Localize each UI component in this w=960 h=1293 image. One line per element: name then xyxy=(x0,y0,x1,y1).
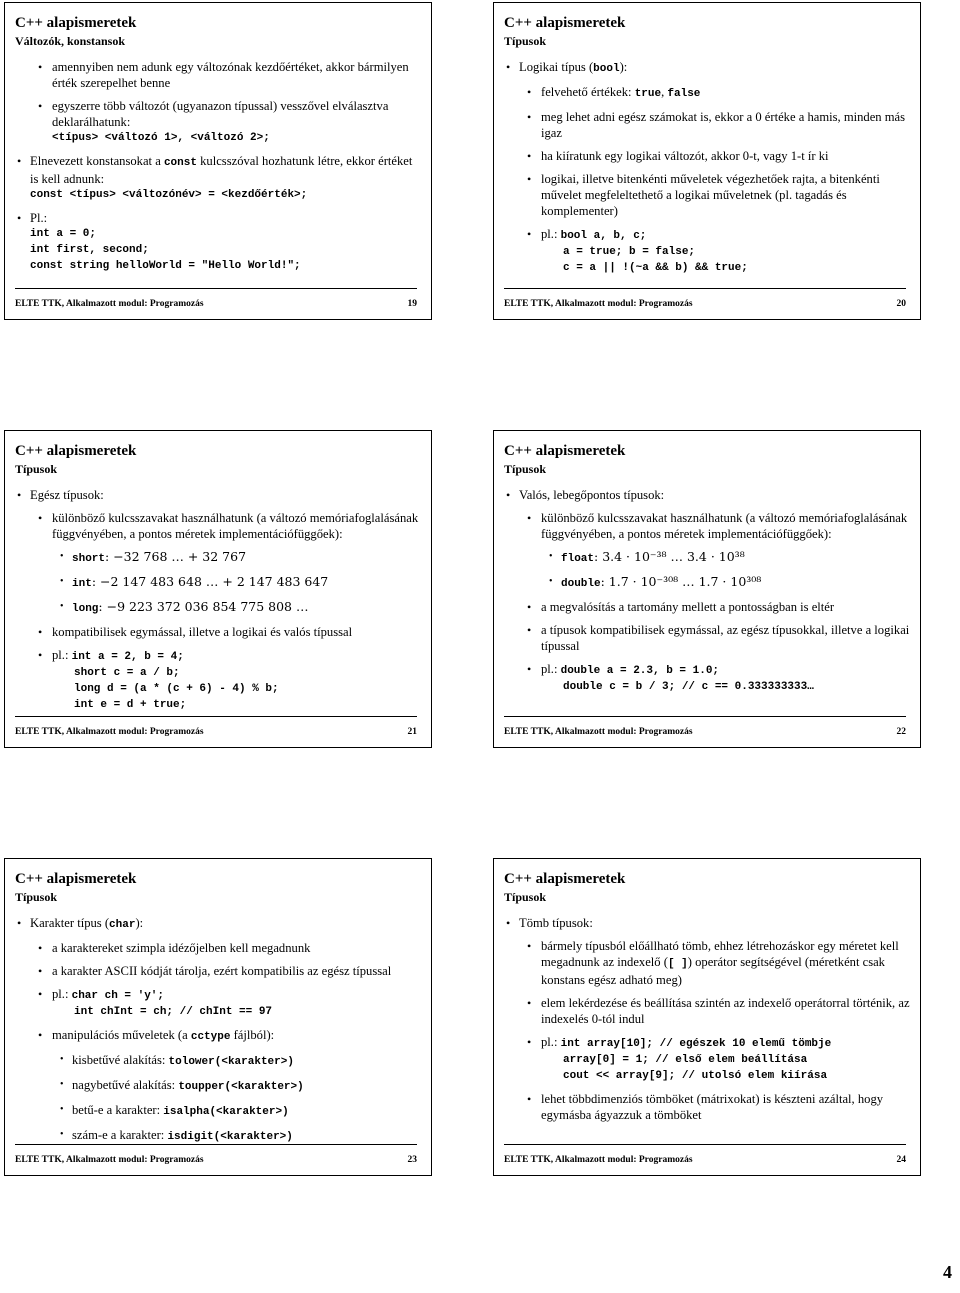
text-run: Pl.: xyxy=(30,211,48,225)
bullet-item xyxy=(15,624,423,640)
bullet-text xyxy=(541,1034,912,1052)
code-keyword: int array[10]; // egészek 10 elemű tömbje xyxy=(560,1038,832,1050)
code-block: array[0] = 1; // első elem beállítása cout << array[9]; // utolsó elem kiírása xyxy=(563,1054,828,1082)
slide-footer xyxy=(504,1144,906,1175)
bullet-icon: • xyxy=(527,85,532,99)
bullet-text xyxy=(541,171,912,219)
slide-footer xyxy=(15,288,417,319)
footer-text: ELTE TTK, Alkalmazott modul: Programozás xyxy=(504,1155,693,1165)
slide-22 xyxy=(493,430,921,748)
bullet-item xyxy=(504,549,912,567)
code-keyword: toupper(<karakter>) xyxy=(178,1081,304,1093)
bullet-text xyxy=(72,574,423,592)
bullet-icon: • xyxy=(506,60,511,74)
text-run: ): xyxy=(619,60,628,74)
text-run: fájlból): xyxy=(230,1028,275,1042)
text-run: bármely típusból előállható tömb, ehhez létrehozáskor egy méretet kell megadnunk az indexelő ( xyxy=(541,939,899,969)
bullet-icon: • xyxy=(527,1035,532,1049)
code-keyword: cctype xyxy=(190,1031,231,1043)
bullet-icon: • xyxy=(60,601,64,612)
bullet-text xyxy=(561,574,912,592)
bullet-text xyxy=(52,1027,423,1045)
bullet-icon: • xyxy=(527,623,532,637)
slide-footer xyxy=(504,716,906,747)
text-run: a megvalósítás a tartomány mellett a pontosságban is eltér xyxy=(541,600,835,614)
bullet-text xyxy=(52,59,423,91)
footer-text: ELTE TTK, Alkalmazott modul: Programozás xyxy=(15,1155,204,1165)
code-keyword: true xyxy=(634,88,662,100)
bullet-text xyxy=(541,995,912,1027)
bullet-text xyxy=(541,661,912,679)
bullet-item xyxy=(15,59,423,91)
bullet-text xyxy=(52,986,423,1004)
code-keyword: double a = 2.3, b = 1.0; xyxy=(560,665,720,677)
bullet-item xyxy=(15,487,423,503)
bullet-item xyxy=(504,661,912,695)
bullet-item xyxy=(15,510,423,542)
bullet-text xyxy=(541,226,912,244)
text-run: szám-e a karakter: xyxy=(72,1128,168,1142)
bullet-icon: • xyxy=(60,551,64,562)
text-run: kisbetűvé alakítás: xyxy=(72,1053,169,1067)
footer-text: ELTE TTK, Alkalmazott modul: Programozás xyxy=(15,727,204,737)
bullet-item xyxy=(504,84,912,102)
code-block: <típus> <változó 1>, <változó 2>; xyxy=(52,132,270,144)
bullet-text xyxy=(541,599,912,615)
text-run: elem lekérdezése és beállítása szintén az indexelő operátorral történik, az indexelés 0-tól indul xyxy=(541,996,910,1026)
code-keyword: float xyxy=(561,553,595,565)
text-run: , xyxy=(661,85,668,99)
bullet-text xyxy=(52,98,423,130)
bullet-item xyxy=(504,995,912,1027)
text-run: a típusok kompatibilisek egymással, az egész típusokkal, illetve a logikai típussal xyxy=(541,623,910,653)
slide-number: 23 xyxy=(407,1155,417,1165)
value-range: : −9 223 372 036 854 775 808 … xyxy=(98,599,309,614)
bullet-item xyxy=(15,574,423,592)
bullet-text xyxy=(541,1091,912,1123)
code-block: const <típus> <változónév> = <kezdőérték>; xyxy=(30,189,308,201)
bullet-icon: • xyxy=(38,941,43,955)
bullet-item xyxy=(15,1052,423,1070)
code-keyword: isalpha(<karakter>) xyxy=(163,1106,289,1118)
slide-footer xyxy=(15,1144,417,1175)
slide-23 xyxy=(4,858,432,1176)
slide-subtitle: Típusok xyxy=(504,34,547,48)
text-run: logikai, illetve bitenkénti műveletek végezhetőek rajta, a bitenkénti művelet megfeleltethető a logikai műveletnek (pl. tagadás és komplementer) xyxy=(541,172,880,218)
bullet-text xyxy=(52,647,423,665)
bullet-icon: • xyxy=(527,227,532,241)
bullet-item xyxy=(504,938,912,988)
bullet-item xyxy=(15,1127,423,1145)
slide-content xyxy=(504,915,912,1130)
footer-text: ELTE TTK, Alkalmazott modul: Programozás xyxy=(15,299,204,309)
slide-subtitle: Típusok xyxy=(15,890,58,904)
bullet-icon: • xyxy=(17,488,22,502)
bullet-icon: • xyxy=(60,1079,64,1090)
slide-title: C++ alapismeretek xyxy=(15,443,137,459)
bullet-item xyxy=(15,647,423,713)
bullet-item xyxy=(504,171,912,219)
text-run: manipulációs műveletek (a xyxy=(52,1028,191,1042)
code-keyword: char ch = 'y'; xyxy=(71,990,165,1002)
bullet-item xyxy=(504,574,912,592)
bullet-icon: • xyxy=(17,916,22,930)
slide-subtitle: Típusok xyxy=(504,462,547,476)
bullet-icon: • xyxy=(38,625,43,639)
code-keyword: int a = 2, b = 4; xyxy=(71,651,184,663)
code-block: int chInt = ch; // chInt == 97 xyxy=(74,1006,273,1018)
bullet-text xyxy=(519,915,912,931)
text-run: pl.: xyxy=(52,648,72,662)
bullet-icon: • xyxy=(527,996,532,1010)
bullet-icon: • xyxy=(38,648,43,662)
text-run: felvehető értékek: xyxy=(541,85,635,99)
bullet-icon: • xyxy=(527,662,532,676)
bullet-text xyxy=(541,84,912,102)
bullet-item xyxy=(15,210,423,274)
bullet-icon: • xyxy=(527,149,532,163)
bullet-icon: • xyxy=(60,576,64,587)
bullet-item xyxy=(504,1091,912,1123)
slide-content xyxy=(15,59,423,281)
slide-title: C++ alapismeretek xyxy=(504,15,626,31)
bullet-text xyxy=(52,963,423,979)
bullet-icon: • xyxy=(38,1028,43,1042)
text-run: nagybetűvé alakítás: xyxy=(72,1078,179,1092)
code-keyword: double xyxy=(561,578,601,590)
bullet-item xyxy=(15,1027,423,1045)
code-keyword: tolower(<karakter>) xyxy=(168,1056,294,1068)
bullet-icon: • xyxy=(506,916,511,930)
code-keyword: bool xyxy=(593,63,620,75)
text-run: Tömb típusok: xyxy=(519,916,593,930)
bullet-text xyxy=(541,938,912,988)
text-run: ): xyxy=(135,916,144,930)
slide-20 xyxy=(493,2,921,320)
bullet-icon: • xyxy=(60,1054,64,1065)
slide-content xyxy=(15,915,423,1152)
slide-number: 19 xyxy=(407,299,417,309)
text-run: pl.: xyxy=(52,987,72,1001)
value-range: : 1.7 · 10⁻³⁰⁸ … 1.7 · 10³⁰⁸ xyxy=(600,574,762,589)
slide-title: C++ alapismeretek xyxy=(504,443,626,459)
value-range: : −32 768 … + 32 767 xyxy=(105,549,247,564)
slide-19 xyxy=(4,2,432,320)
bullet-item xyxy=(15,940,423,956)
code-keyword: isdigit(<karakter>) xyxy=(167,1131,293,1143)
bullet-icon: • xyxy=(506,488,511,502)
bullet-item xyxy=(15,153,423,203)
bullet-text xyxy=(72,549,423,567)
bullet-text xyxy=(72,1127,423,1145)
bullet-item xyxy=(504,1034,912,1084)
slide-number: 21 xyxy=(407,727,417,737)
slide-subtitle: Típusok xyxy=(15,462,58,476)
bullet-item xyxy=(504,915,912,931)
bullet-item xyxy=(504,622,912,654)
text-run: a karaktereket szimpla idézőjelben kell megadnunk xyxy=(52,941,311,955)
text-run: amennyiben nem adunk egy változónak kezdőértéket, akkor bármilyen érték szerepelhet benne xyxy=(52,60,409,90)
text-run: kompatibilisek egymással, illetve a logikai és valós típussal xyxy=(52,625,353,639)
bullet-item xyxy=(15,1077,423,1095)
footer-text: ELTE TTK, Alkalmazott modul: Programozás xyxy=(504,727,693,737)
slide-24 xyxy=(493,858,921,1176)
text-run: Valós, lebegőpontos típusok: xyxy=(519,488,665,502)
bullet-text xyxy=(561,549,912,567)
bullet-text xyxy=(72,1102,423,1120)
bullet-icon: • xyxy=(527,172,532,186)
footer-text: ELTE TTK, Alkalmazott modul: Programozás xyxy=(504,299,693,309)
bullet-icon: • xyxy=(527,600,532,614)
bullet-icon: • xyxy=(38,987,43,1001)
slide-title: C++ alapismeretek xyxy=(504,871,626,887)
bullet-icon: • xyxy=(38,964,43,978)
bullet-text xyxy=(541,109,912,141)
bullet-icon: • xyxy=(17,211,22,225)
text-run: a karakter ASCII kódját tárolja, ezért kompatibilis az egész típussal xyxy=(52,964,392,978)
code-keyword: false xyxy=(667,88,701,100)
bullet-item xyxy=(504,487,912,503)
slide-title: C++ alapismeretek xyxy=(15,15,137,31)
bullet-icon: • xyxy=(527,110,532,124)
bullet-item xyxy=(504,599,912,615)
bullet-item xyxy=(15,599,423,617)
text-run: betű-e a karakter: xyxy=(72,1103,164,1117)
bullet-item xyxy=(504,109,912,141)
code-keyword: short xyxy=(72,553,106,565)
text-run: Egész típusok: xyxy=(30,488,104,502)
text-run: különböző kulcsszavakat használhatunk (a változó memóriafoglalásának függvényében, a pontos méretek implementációfüggőek): xyxy=(52,511,419,541)
code-block: short c = a / b; long d = (a * (c + 6) - 4) % b; int e = d + true; xyxy=(74,667,279,711)
text-run: Elnevezett konstansokat a xyxy=(30,154,164,168)
bullet-text xyxy=(519,487,912,503)
bullet-text xyxy=(519,59,912,77)
slide-21 xyxy=(4,430,432,748)
text-run: pl.: xyxy=(541,227,561,241)
slide-number: 20 xyxy=(896,299,906,309)
bullet-text xyxy=(72,599,423,617)
bullet-text xyxy=(30,153,423,187)
code-keyword: bool a, b, c; xyxy=(560,230,647,242)
bullet-item xyxy=(15,963,423,979)
slide-number: 22 xyxy=(896,727,906,737)
bullet-icon: • xyxy=(17,154,22,168)
bullet-text xyxy=(30,487,423,503)
slide-content xyxy=(504,487,912,702)
bullet-text xyxy=(72,1077,423,1095)
code-keyword: int xyxy=(72,578,92,590)
bullet-icon: • xyxy=(60,1104,64,1115)
bullet-item xyxy=(504,59,912,77)
bullet-text xyxy=(541,148,912,164)
slide-number: 24 xyxy=(896,1155,906,1165)
slide-footer xyxy=(504,288,906,319)
value-range: : −2 147 483 648 … + 2 147 483 647 xyxy=(91,574,329,589)
slide-subtitle: Változók, konstansok xyxy=(15,34,126,48)
bullet-icon: • xyxy=(38,60,43,74)
text-run: ha kiíratunk egy logikai változót, akkor 0-t, vagy 1-t ír ki xyxy=(541,149,829,163)
slide-subtitle: Típusok xyxy=(504,890,547,904)
slide-title: C++ alapismeretek xyxy=(15,871,137,887)
text-run: Logikai típus ( xyxy=(519,60,594,74)
bullet-item xyxy=(15,915,423,933)
bullet-icon: • xyxy=(527,511,532,525)
code-block: double c = b / 3; // c == 0.333333333… xyxy=(563,681,814,693)
code-block: int a = 0; int first, second; const string helloWorld = "Hello World!"; xyxy=(30,228,301,272)
bullet-icon: • xyxy=(527,939,532,953)
bullet-text xyxy=(541,622,912,654)
bullet-text xyxy=(52,940,423,956)
bullet-text xyxy=(30,210,423,226)
code-keyword: [ ] xyxy=(667,958,688,970)
bullet-item xyxy=(15,986,423,1020)
bullet-icon: • xyxy=(549,551,553,562)
text-run: kulcsszóval hozhatunk létre, ekkor értéket is kell adnunk: xyxy=(30,154,413,186)
bullet-icon: • xyxy=(60,1129,64,1140)
bullet-item xyxy=(15,1102,423,1120)
text-run: meg lehet adni egész számokat is, ekkor a 0 értéke a hamis, minden más igaz xyxy=(541,110,906,140)
bullet-icon: • xyxy=(38,511,43,525)
bullet-icon: • xyxy=(38,99,43,113)
slide-content xyxy=(15,487,423,720)
text-run: Karakter típus ( xyxy=(30,916,110,930)
bullet-item xyxy=(15,98,423,146)
value-range: : 3.4 · 10⁻³⁸ … 3.4 · 10³⁸ xyxy=(594,549,745,564)
bullet-item xyxy=(504,148,912,164)
bullet-text xyxy=(30,915,423,933)
code-keyword: const xyxy=(163,157,197,169)
bullet-item xyxy=(15,549,423,567)
text-run: pl.: xyxy=(541,1035,561,1049)
bullet-text xyxy=(72,1052,423,1070)
bullet-item xyxy=(504,510,912,542)
code-block: a = true; b = false; c = a || !(~a && b) && true; xyxy=(563,246,748,274)
text-run: ) operátor segítségével (méretként csak konstans egész adható meg) xyxy=(541,955,885,987)
slide-footer xyxy=(15,716,417,747)
text-run: pl.: xyxy=(541,662,561,676)
bullet-text xyxy=(52,624,423,640)
slide-content xyxy=(504,59,912,283)
text-run: lehet többdimenziós tömböket (mátrixokat) is készteni azáltal, hogy egymásba ágyazzuk a tömböket xyxy=(541,1092,884,1122)
page-number: 4 xyxy=(943,1262,952,1282)
bullet-item xyxy=(504,226,912,276)
bullet-text xyxy=(52,510,423,542)
text-run: egyszerre több változót (ugyanazon típussal) vesszővel elválasztva deklarálhatunk: xyxy=(52,99,389,129)
bullet-icon: • xyxy=(549,576,553,587)
bullet-icon: • xyxy=(527,1092,532,1106)
bullet-text xyxy=(541,510,912,542)
code-keyword: char xyxy=(109,919,136,931)
code-keyword: long xyxy=(72,603,99,615)
text-run: különböző kulcsszavakat használhatunk (a változó memóriafoglalásának függvényében, a pontos méretek implementációfüggőek): xyxy=(541,511,908,541)
